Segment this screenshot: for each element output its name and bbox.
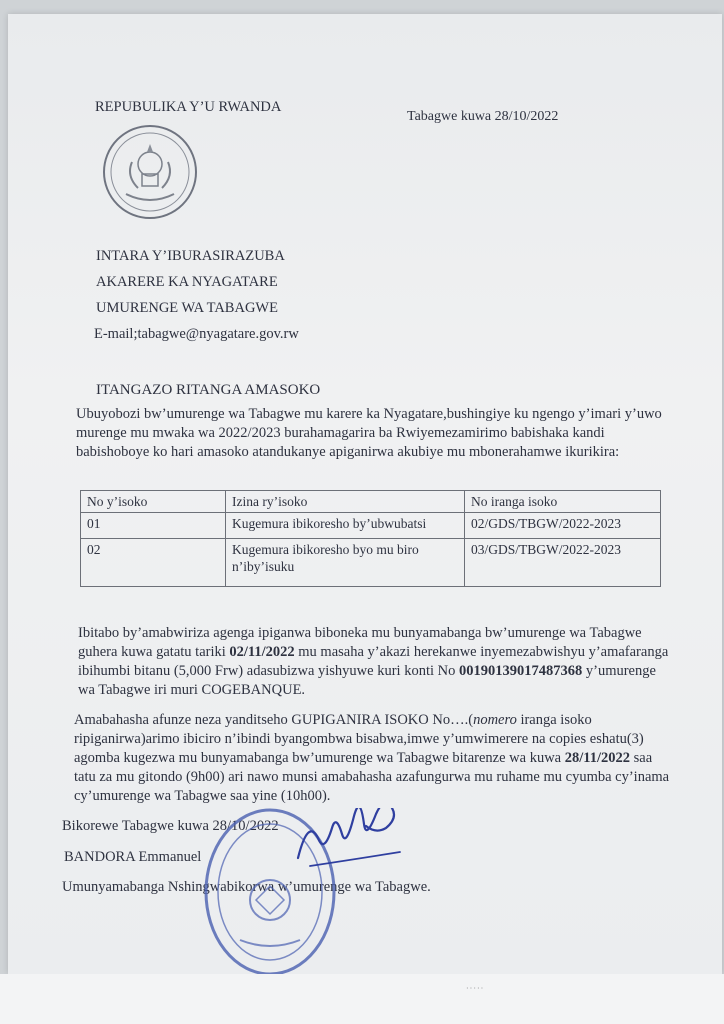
- documents-paragraph: Ibitabo by’amabwiriza agenga ipiganwa biboneka mu bunyamabanga bw’umurenge wa Tabagwe guhera kuwa gatatu tariki 02/11/2022 mu masaha y’akazi herekanwe inyemezabwishyu y’amafaranga ibihumbi bitanu (5,000 Frw) adasubizwa yishyuwe kuri konti No 00190139017487368 y’umurenge wa Tabagwe iri muri COGEBANQUE.: [78, 625, 669, 698]
- signatory-role: Umunyamabanga Nshingwabikorwa w’umurenge wa Tabagwe.: [62, 879, 431, 895]
- handwritten-signature: [290, 808, 420, 878]
- email-line: E-mail;tabagwe@nyagatare.gov.rw: [94, 326, 299, 342]
- place-date: Tabagwe kuwa 28/10/2022: [407, 109, 559, 124]
- intro-paragraph: Ubuyobozi bw’umurenge wa Tabagwe mu karere ka Nyagatare,bushingiye ku ngengo y’imari y’uwo murenge mu mwaka wa 2022/2023 burahamagarira ba Rwiyemezamirimo babishaka kandi babishoboye ko hari amasoko atandukanye apiganirwa akubiye mu mbonerahamwe ikurikira:: [76, 406, 662, 460]
- signatory-name: BANDORA Emmanuel: [64, 849, 202, 865]
- table-cell: 03/GDS/TBGW/2022-2023: [465, 539, 661, 587]
- table-row: [81, 539, 661, 587]
- table-cell: 01: [81, 513, 226, 539]
- table-header-row: [81, 491, 661, 513]
- tenders-table: [80, 490, 661, 587]
- header-cell: No iranga isoko: [465, 491, 661, 513]
- header-cell: No y’isoko: [81, 491, 226, 513]
- header-cell: Izina ry’isoko: [226, 491, 465, 513]
- coat-of-arms-logo: [100, 122, 200, 222]
- province-line: INTARA Y’IBURASIRAZUBA: [96, 248, 285, 264]
- table-cell: 02/GDS/TBGW/2022-2023: [465, 513, 661, 539]
- table-cell: Kugemura ibikoresho byo mu biro n’iby’isuku: [226, 539, 465, 587]
- footer-dots: ·····: [466, 984, 485, 993]
- table-cell: 02: [81, 539, 226, 587]
- sector-line: UMURENGE WA TABAGWE: [96, 300, 278, 316]
- page-footer-area: [0, 974, 724, 1024]
- submission-paragraph: Amabahasha afunze neza yanditseho GUPIGANIRA ISOKO No….(nomero iranga isoko ripiganirwa)arimo ibiciro n’ibindi byangombwa bisabwa,imwe y’umwimerere na copies eshatu(3) agomba kugezwa mu bunyamabanga bw’umurenge wa Tabagwe bitarenze wa kuwa 28/11/2022 saa tatu za mu gitondo (9h00) ari nawo munsi amabahasha azafungurwa mu ruhame mu cyumba cy’inama cy’umurenge wa Tabagwe saa yine (10h00).: [74, 712, 670, 804]
- notice-title: ITANGAZO RITANGA AMASOKO: [96, 382, 321, 398]
- district-line: AKARERE KA NYAGATARE: [96, 274, 278, 290]
- table-cell: Kugemura ibikoresho by’ubwubatsi: [226, 513, 465, 539]
- republic-heading: REPUBULIKA Y’U RWANDA: [95, 99, 282, 115]
- done-at-line: Bikorewe Tabagwe kuwa 28/10/2022: [62, 818, 279, 834]
- table-row: [81, 513, 661, 539]
